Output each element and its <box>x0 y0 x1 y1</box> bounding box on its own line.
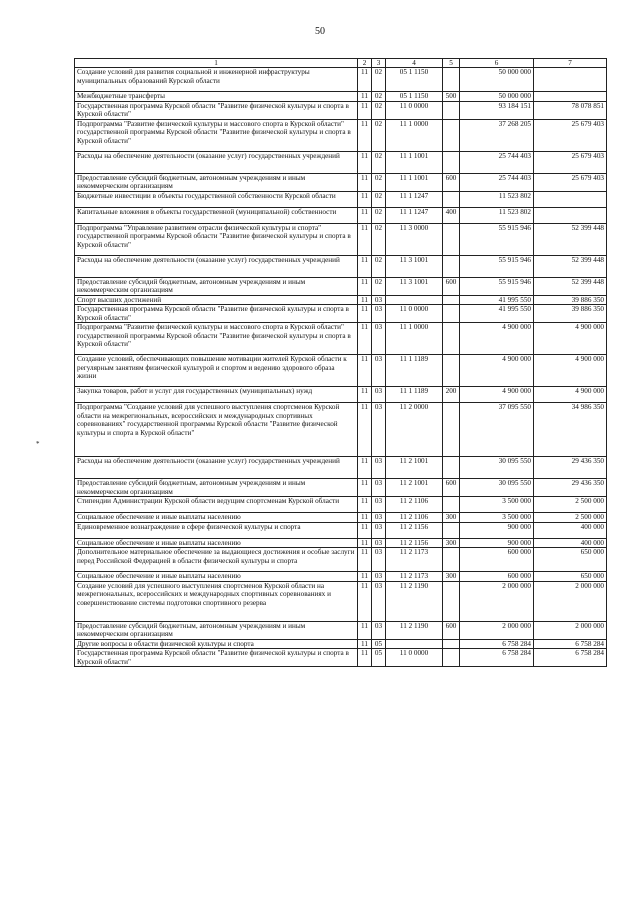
row-amount-year1: 30 095 550 <box>460 457 534 479</box>
row-name: Спорт высших достижений <box>75 295 358 304</box>
header-col-6: 6 <box>460 59 534 68</box>
row-amount-year1: 3 500 000 <box>460 513 534 522</box>
row-target-code: 11 1 0000 <box>386 119 443 151</box>
row-section: 11 <box>358 457 372 479</box>
row-section: 11 <box>358 223 372 255</box>
row-name: Создание условий, обеспечивающих повышение мотивации жителей Курской области к регулярным занятиям физической культурой и спортом и ведению здорового образа жизни <box>75 355 358 387</box>
row-subsection: 02 <box>372 92 386 101</box>
row-name: Капитальные вложения в объекты государственной (муниципальной) собственности <box>75 207 358 223</box>
row-name: Социальное обеспечение и иные выплаты населению <box>75 538 358 547</box>
row-name: Дополнительное материальное обеспечение за выдающиеся достижения и особые заслуги перед Российской Федерацией в области физической культуры и спорта <box>75 548 358 572</box>
row-expense-type <box>443 649 460 667</box>
row-subsection: 02 <box>372 68 386 92</box>
row-amount-year2: 39 886 350 <box>534 295 607 304</box>
row-subsection: 03 <box>372 497 386 513</box>
table-row <box>75 277 607 295</box>
row-subsection: 05 <box>372 649 386 667</box>
row-target-code: 11 0 0000 <box>386 305 443 323</box>
row-subsection: 03 <box>372 355 386 387</box>
row-amount-year2: 34 986 350 <box>534 403 607 457</box>
row-amount-year2: 650 000 <box>534 548 607 572</box>
row-amount-year1: 37 095 550 <box>460 403 534 457</box>
row-expense-type <box>443 119 460 151</box>
row-section: 11 <box>358 387 372 403</box>
row-section: 11 <box>358 581 372 621</box>
row-section: 11 <box>358 548 372 572</box>
table-row <box>75 92 607 101</box>
row-section: 11 <box>358 305 372 323</box>
row-name: Государственная программа Курской области "Развитие физической культуры и спорта в Курской области" <box>75 649 358 667</box>
row-subsection: 03 <box>372 513 386 522</box>
row-amount-year2: 4 900 000 <box>534 323 607 355</box>
row-target-code: 11 2 1190 <box>386 581 443 621</box>
row-section: 11 <box>358 355 372 387</box>
row-amount-year1: 11 523 802 <box>460 207 534 223</box>
header-col-2: 2 <box>358 59 372 68</box>
row-section: 11 <box>358 639 372 648</box>
row-amount-year1: 900 000 <box>460 538 534 547</box>
row-amount-year2: 2 000 000 <box>534 621 607 639</box>
row-name: Закупка товаров, работ и услуг для государственных (муниципальных) нужд <box>75 387 358 403</box>
table-row <box>75 649 607 667</box>
row-section: 11 <box>358 403 372 457</box>
row-expense-type <box>443 457 460 479</box>
row-expense-type <box>443 191 460 207</box>
row-name: Другие вопросы в области физической культуры и спорта <box>75 639 358 648</box>
row-name: Подпрограмма "Развитие физической культуры и массового спорта в Курской области" государственной программы Курской области "Развитие физической культуры и спорта в Курской области" <box>75 119 358 151</box>
row-target-code: 11 2 1156 <box>386 538 443 547</box>
row-amount-year2: 25 679 403 <box>534 173 607 191</box>
row-name: Расходы на обеспечение деятельности (оказание услуг) государственных учреждений <box>75 151 358 173</box>
row-subsection: 02 <box>372 277 386 295</box>
row-expense-type <box>443 403 460 457</box>
row-amount-year2 <box>534 92 607 101</box>
row-amount-year1: 93 184 151 <box>460 101 534 119</box>
header-row <box>75 59 607 68</box>
row-expense-type <box>443 355 460 387</box>
table-row <box>75 513 607 522</box>
table-row <box>75 621 607 639</box>
table-row <box>75 295 607 304</box>
row-target-code: 11 3 0000 <box>386 223 443 255</box>
row-subsection: 03 <box>372 457 386 479</box>
row-name: Расходы на обеспечение деятельности (оказание услуг) государственных учреждений <box>75 457 358 479</box>
table-row <box>75 497 607 513</box>
row-expense-type: 500 <box>443 92 460 101</box>
row-expense-type: 400 <box>443 207 460 223</box>
row-subsection: 02 <box>372 207 386 223</box>
table-row <box>75 323 607 355</box>
row-expense-type <box>443 581 460 621</box>
row-amount-year1: 55 915 946 <box>460 255 534 277</box>
row-target-code: 11 2 1173 <box>386 548 443 572</box>
table-row <box>75 548 607 572</box>
row-expense-type <box>443 68 460 92</box>
row-amount-year2: 52 399 448 <box>534 223 607 255</box>
row-section: 11 <box>358 173 372 191</box>
row-amount-year1: 41 995 550 <box>460 305 534 323</box>
table-row <box>75 403 607 457</box>
row-subsection: 03 <box>372 295 386 304</box>
row-subsection: 03 <box>372 522 386 538</box>
row-target-code: 11 2 1001 <box>386 479 443 497</box>
row-expense-type <box>443 305 460 323</box>
row-name: Бюджетные инвестиции в объекты государственной собственности Курской области <box>75 191 358 207</box>
row-name: Расходы на обеспечение деятельности (оказание услуг) государственных учреждений <box>75 255 358 277</box>
row-subsection: 03 <box>372 323 386 355</box>
row-amount-year2 <box>534 68 607 92</box>
row-amount-year2: 25 679 403 <box>534 151 607 173</box>
row-section: 11 <box>358 255 372 277</box>
row-amount-year1: 4 900 000 <box>460 323 534 355</box>
row-name: Единовременное вознаграждение в сфере физической культуры и спорта <box>75 522 358 538</box>
row-amount-year2: 4 900 000 <box>534 355 607 387</box>
row-target-code: 11 2 1190 <box>386 621 443 639</box>
row-name: Создание условий для успешного выступления спортсменов Курской области на межрегиональных, всероссийских и международных спортивных соревнованиях и совершенствование системы подготовки спортивного резерва <box>75 581 358 621</box>
row-section: 11 <box>358 621 372 639</box>
row-amount-year2: 52 399 448 <box>534 277 607 295</box>
row-subsection: 03 <box>372 538 386 547</box>
table-row <box>75 191 607 207</box>
row-section: 11 <box>358 572 372 581</box>
table-row <box>75 522 607 538</box>
row-target-code <box>386 639 443 648</box>
table-row <box>75 173 607 191</box>
row-section: 11 <box>358 522 372 538</box>
row-expense-type <box>443 295 460 304</box>
row-name: Социальное обеспечение и иные выплаты населению <box>75 513 358 522</box>
header-col-3: 3 <box>372 59 386 68</box>
row-expense-type: 600 <box>443 479 460 497</box>
table-row <box>75 68 607 92</box>
row-amount-year2: 78 078 851 <box>534 101 607 119</box>
row-subsection: 03 <box>372 548 386 572</box>
row-expense-type <box>443 323 460 355</box>
row-expense-type <box>443 548 460 572</box>
row-expense-type <box>443 151 460 173</box>
row-amount-year1: 25 744 403 <box>460 173 534 191</box>
table-row <box>75 572 607 581</box>
row-name: Предоставление субсидий бюджетным, автономным учреждениям и иным некоммерческим организациям <box>75 277 358 295</box>
row-amount-year2: 52 399 448 <box>534 255 607 277</box>
row-section: 11 <box>358 207 372 223</box>
table-body <box>75 68 607 667</box>
row-amount-year1: 2 000 000 <box>460 581 534 621</box>
page-number: 50 <box>315 26 325 37</box>
row-section: 11 <box>358 92 372 101</box>
row-name: Социальное обеспечение и иные выплаты населению <box>75 572 358 581</box>
row-amount-year1: 6 758 284 <box>460 639 534 648</box>
row-target-code: 11 2 1106 <box>386 497 443 513</box>
row-amount-year2: 2 000 000 <box>534 581 607 621</box>
row-section: 11 <box>358 68 372 92</box>
row-target-code: 11 3 1001 <box>386 277 443 295</box>
row-subsection: 05 <box>372 639 386 648</box>
row-target-code: 11 2 1106 <box>386 513 443 522</box>
row-name: Стипендии Администрации Курской области ведущим спортсменам Курской области <box>75 497 358 513</box>
table-row <box>75 639 607 648</box>
table-row <box>75 538 607 547</box>
row-subsection: 03 <box>372 479 386 497</box>
row-expense-type: 600 <box>443 277 460 295</box>
row-name: Подпрограмма "Управление развитием отрасли физической культуры и спорта" государственной программы Курской области "Развитие физической культуры и спорта в Курской области" <box>75 223 358 255</box>
row-expense-type: 300 <box>443 572 460 581</box>
row-amount-year1: 41 995 550 <box>460 295 534 304</box>
header-col-5: 5 <box>443 59 460 68</box>
row-name: Подпрограмма "Развитие физической культуры и массового спорта в Курской области" государственной программы Курской области "Развитие физической культуры и спорта в Курской области" <box>75 323 358 355</box>
row-amount-year1: 50 000 000 <box>460 92 534 101</box>
row-target-code: 11 2 0000 <box>386 403 443 457</box>
row-name: Государственная программа Курской области "Развитие физической культуры и спорта в Курской области" <box>75 101 358 119</box>
row-expense-type: 600 <box>443 621 460 639</box>
row-target-code: 11 2 1001 <box>386 457 443 479</box>
row-section: 11 <box>358 277 372 295</box>
row-target-code: 11 1 0000 <box>386 323 443 355</box>
row-amount-year1: 55 915 946 <box>460 277 534 295</box>
row-expense-type: 300 <box>443 513 460 522</box>
row-name: Межбюджетные трансферты <box>75 92 358 101</box>
row-amount-year2: 2 500 000 <box>534 513 607 522</box>
table-row <box>75 207 607 223</box>
row-subsection: 02 <box>372 101 386 119</box>
header-col-7: 7 <box>534 59 607 68</box>
row-subsection: 03 <box>372 305 386 323</box>
row-amount-year2: 29 436 350 <box>534 479 607 497</box>
row-amount-year2: 400 000 <box>534 522 607 538</box>
row-name: Предоставление субсидий бюджетным, автономным учреждениям и иным некоммерческим организациям <box>75 173 358 191</box>
row-section: 11 <box>358 538 372 547</box>
row-amount-year1: 4 900 000 <box>460 355 534 387</box>
row-target-code: 11 3 1001 <box>386 255 443 277</box>
row-name: Государственная программа Курской области "Развитие физической культуры и спорта в Курской области" <box>75 305 358 323</box>
row-amount-year1: 600 000 <box>460 548 534 572</box>
row-subsection: 03 <box>372 387 386 403</box>
table-row <box>75 457 607 479</box>
row-target-code: 11 1 1189 <box>386 387 443 403</box>
table-row <box>75 479 607 497</box>
row-subsection: 03 <box>372 572 386 581</box>
row-section: 11 <box>358 513 372 522</box>
row-target-code: 11 1 1247 <box>386 207 443 223</box>
row-amount-year2: 39 886 350 <box>534 305 607 323</box>
row-section: 11 <box>358 497 372 513</box>
stray-mark: * <box>36 440 40 448</box>
header-col-4: 4 <box>386 59 443 68</box>
row-section: 11 <box>358 101 372 119</box>
row-expense-type: 200 <box>443 387 460 403</box>
row-amount-year2 <box>534 191 607 207</box>
row-expense-type: 300 <box>443 538 460 547</box>
table-row <box>75 355 607 387</box>
row-amount-year2 <box>534 207 607 223</box>
table-row <box>75 581 607 621</box>
row-expense-type <box>443 497 460 513</box>
row-subsection: 02 <box>372 173 386 191</box>
row-expense-type <box>443 522 460 538</box>
row-amount-year1: 55 915 946 <box>460 223 534 255</box>
row-amount-year2: 400 000 <box>534 538 607 547</box>
row-amount-year2: 29 436 350 <box>534 457 607 479</box>
row-amount-year1: 2 000 000 <box>460 621 534 639</box>
row-amount-year1: 6 758 284 <box>460 649 534 667</box>
row-expense-type <box>443 639 460 648</box>
row-subsection: 02 <box>372 119 386 151</box>
table-row <box>75 119 607 151</box>
table-row <box>75 387 607 403</box>
table-row <box>75 255 607 277</box>
row-expense-type <box>443 101 460 119</box>
row-section: 11 <box>358 295 372 304</box>
row-subsection: 03 <box>372 403 386 457</box>
row-amount-year1: 900 000 <box>460 522 534 538</box>
row-amount-year1: 37 268 205 <box>460 119 534 151</box>
row-name: Подпрограмма "Создание условий для успешного выступления спортсменов Курской области на межрегиональных, всероссийских и международных спортивных соревнованиях" государственной программы Курской области "Развитие физической культуры и спорта в Курской области" <box>75 403 358 457</box>
row-name: Создание условий для развития социальной и инженерной инфраструктуры муниципальных образований Курской области <box>75 68 358 92</box>
row-name: Предоставление субсидий бюджетным, автономным учреждениям и иным некоммерческим организациям <box>75 479 358 497</box>
row-amount-year1: 11 523 802 <box>460 191 534 207</box>
row-amount-year1: 30 095 550 <box>460 479 534 497</box>
row-expense-type: 600 <box>443 173 460 191</box>
header-col-1: 1 <box>75 59 358 68</box>
row-section: 11 <box>358 479 372 497</box>
row-amount-year2: 4 900 000 <box>534 387 607 403</box>
row-amount-year2: 6 758 284 <box>534 639 607 648</box>
row-name: Предоставление субсидий бюджетным, автономным учреждениям и иным некоммерческим организациям <box>75 621 358 639</box>
row-subsection: 02 <box>372 151 386 173</box>
row-target-code: 11 1 1189 <box>386 355 443 387</box>
row-target-code: 05 1 1150 <box>386 92 443 101</box>
row-target-code: 11 1 1001 <box>386 173 443 191</box>
row-amount-year2: 25 679 403 <box>534 119 607 151</box>
table-row <box>75 101 607 119</box>
table-row <box>75 305 607 323</box>
row-expense-type <box>443 255 460 277</box>
row-subsection: 02 <box>372 223 386 255</box>
row-amount-year1: 3 500 000 <box>460 497 534 513</box>
row-target-code: 05 1 1150 <box>386 68 443 92</box>
row-target-code: 11 2 1156 <box>386 522 443 538</box>
row-section: 11 <box>358 151 372 173</box>
row-section: 11 <box>358 191 372 207</box>
row-target-code: 11 1 1001 <box>386 151 443 173</box>
table-row <box>75 223 607 255</box>
row-target-code: 11 2 1173 <box>386 572 443 581</box>
row-target-code: 11 0 0000 <box>386 649 443 667</box>
row-target-code: 11 1 1247 <box>386 191 443 207</box>
table-row <box>75 151 607 173</box>
row-amount-year1: 50 000 000 <box>460 68 534 92</box>
row-section: 11 <box>358 649 372 667</box>
row-subsection: 03 <box>372 581 386 621</box>
row-amount-year1: 600 000 <box>460 572 534 581</box>
row-amount-year1: 4 900 000 <box>460 387 534 403</box>
budget-table <box>74 58 607 667</box>
row-subsection: 03 <box>372 621 386 639</box>
row-subsection: 02 <box>372 255 386 277</box>
row-section: 11 <box>358 323 372 355</box>
row-target-code <box>386 295 443 304</box>
row-amount-year1: 25 744 403 <box>460 151 534 173</box>
row-subsection: 02 <box>372 191 386 207</box>
row-section: 11 <box>358 119 372 151</box>
row-target-code: 11 0 0000 <box>386 101 443 119</box>
row-amount-year2: 650 000 <box>534 572 607 581</box>
row-amount-year2: 6 758 284 <box>534 649 607 667</box>
row-expense-type <box>443 223 460 255</box>
row-amount-year2: 2 500 000 <box>534 497 607 513</box>
